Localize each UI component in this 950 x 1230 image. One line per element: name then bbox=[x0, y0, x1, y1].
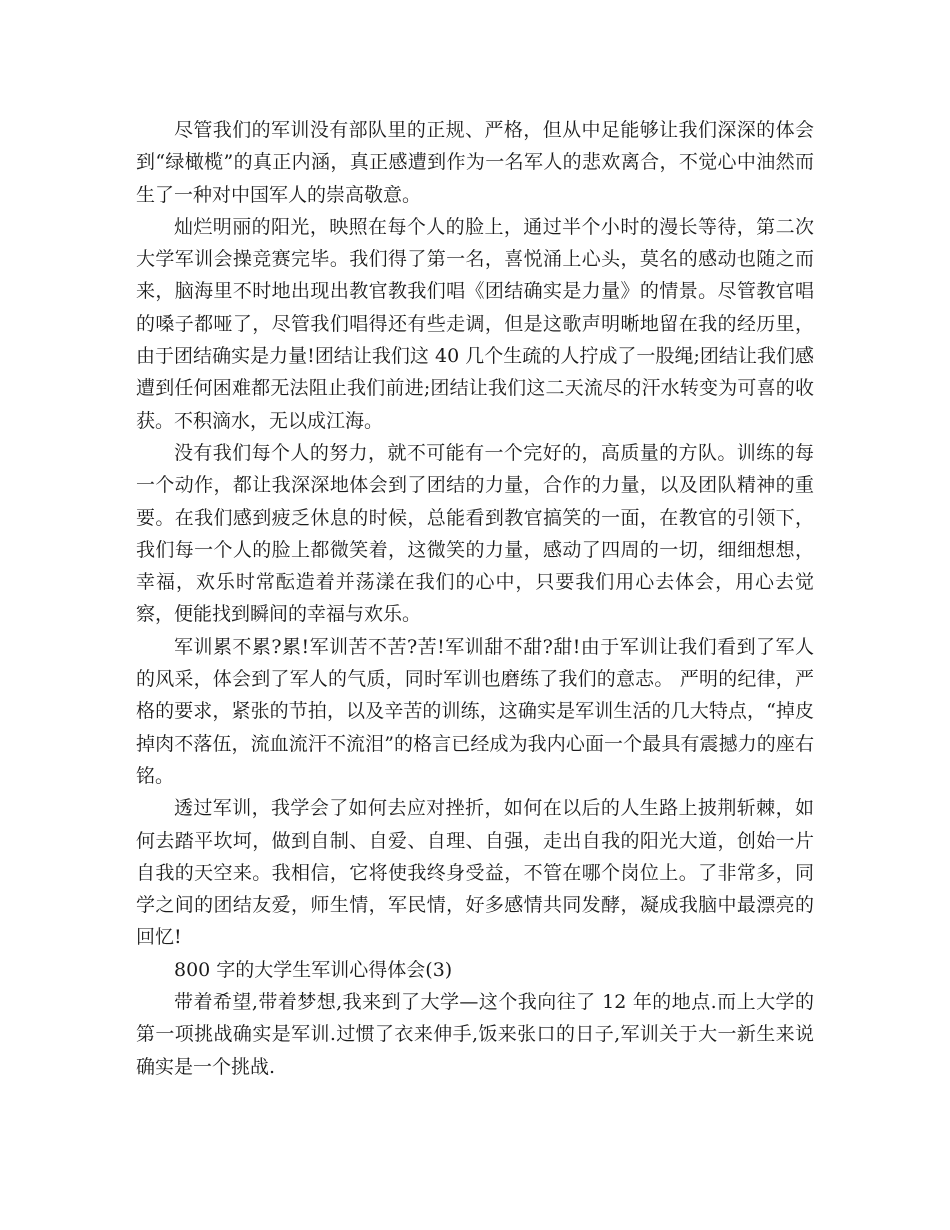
paragraph-3: 没有我们每个人的努力，就不可能有一个完好的，高质量的方队。训练的每一个动作，都让我深深地体会到了团结的力量，合作的力量，以及团队精神的重要。在我们感到疲乏休息的时候，总能看到教官搞笑的一面，在教官的引领下，我们每一个人的脸上都微笑着，这微笑的力量，感动了四周的一切，细细想想，幸福，欢乐时常酝造着并荡漾在我们的心中，只要我们用心去体会，用心去觉察，便能找到瞬间的幸福与欢乐。 bbox=[136, 441, 814, 626]
section-heading: 800 字的大学生军训心得体会(3) bbox=[174, 958, 453, 981]
paragraph-2: 灿烂明丽的阳光，映照在每个人的脸上，通过半个小时的漫长等待，第二次大学军训会操竞赛完毕。我们得了第一名，喜悦涌上心头，莫名的感动也随之而来，脑海里不时地出现出教官教我们唱《团结确实是力量》的情景。尽管教官唱的嗓子都哑了，尽管我们唱得还有些走调，但是这歌声明晰地留在我的经历里，由于团结确实是力量!团结让我们这 40 几个生疏的人拧成了一股绳;团结让我们感遭到任何困难都无法阻止我们前进;团结让我们这二天流尽的汗水转变为可喜的收获。不积滴水，无以成江海。 bbox=[136, 215, 814, 432]
paragraph-1: 尽管我们的军训没有部队里的正规、严格，但从中足能够让我们深深的体会到“绿橄榄”的真正内涵，真正感遭到作为一名军人的悲欢离合，不觉心中油然而生了一种对中国军人的崇高敬意。 bbox=[136, 119, 814, 206]
paragraph-6: 带着希望,带着梦想,我来到了大学—这个我向往了 12 年的地点.而上大学的第一项挑战确实是军训.过惯了衣来伸手,饭来张口的日子,军训关于大一新生来说确实是一个挑战. bbox=[136, 991, 814, 1078]
paragraph-5: 透过军训，我学会了如何去应对挫折，如何在以后的人生路上披荆斩棘，如何去踏平坎坷，做到自制、自爱、自理、自强，走出自我的阳光大道，创始一片自我的天空来。我相信，它将使我终身受益，不管在哪个岗位上。了非常多，同学之间的团结友爱，师生情，军民情，好多感情共同发酵，凝成我脑中最漂亮的回忆! bbox=[136, 797, 814, 949]
paragraph-4: 军训累不累?累!军训苦不苦?苦!军训甜不甜?甜!由于军训让我们看到了军人的风采，体会到了军人的气质，同时军训也磨练了我们的意志。 严明的纪律，严格的要求，紧张的节拍，以及辛苦的训练，这确实是军训生活的几大特点，“掉皮掉肉不落伍，流血流汗不流泪”的格言已经成为我内心面一个最具有震撼力的座右铭。 bbox=[136, 635, 814, 787]
document-body bbox=[136, 114, 814, 1083]
